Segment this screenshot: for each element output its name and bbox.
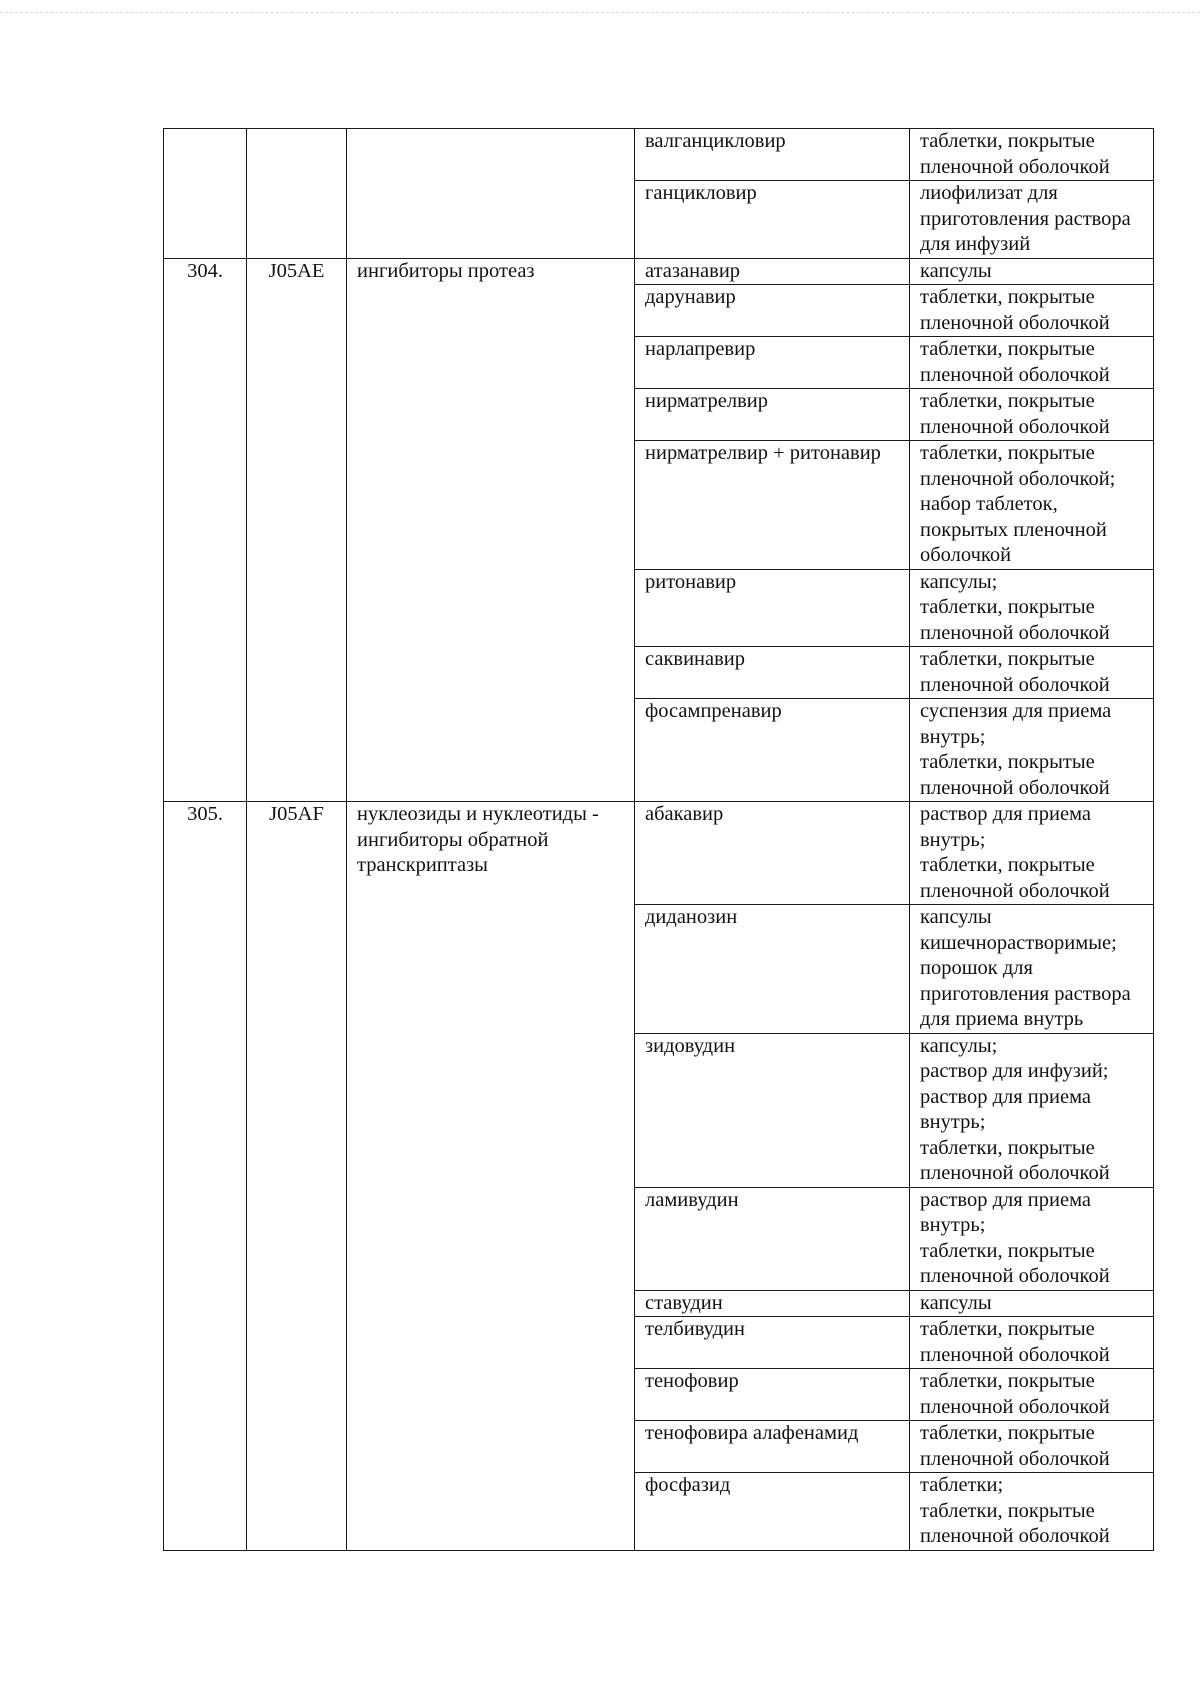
- dosage-form-cell: [910, 337, 1154, 389]
- drug-name-cell: ганцикловир: [635, 181, 910, 259]
- dosage-form-cell: [910, 129, 1154, 181]
- drug-name-cell: ламивудин: [635, 1187, 910, 1290]
- dosage-form-cell: [910, 1033, 1154, 1187]
- drug-name-cell: атазанавир: [635, 258, 910, 285]
- dosage-form-text: капсулы;: [920, 1034, 998, 1057]
- dosage-form-text: капсулы: [920, 1291, 992, 1314]
- dosage-form-cell: [910, 1187, 1154, 1290]
- drug-name-cell: фосфазид: [635, 1473, 910, 1551]
- dosage-form-cell: [910, 699, 1154, 802]
- dosage-form-text: капсулы;: [920, 570, 998, 593]
- atc-code-cell: [247, 129, 347, 259]
- drug-name-cell: тенофовир: [635, 1369, 910, 1421]
- dosage-form-text: таблетки, покрытые пленочной оболочкой: [920, 1239, 1110, 1287]
- dosage-form-text: таблетки, покрытые пленочной оболочкой: [920, 130, 1110, 178]
- dosage-form-cell: [910, 441, 1154, 570]
- dosage-form-text: лиофилизат для приготовления раствора для инфузий: [920, 182, 1131, 255]
- drug-name-cell: нирматрелвир: [635, 389, 910, 441]
- dosage-form-cell: [910, 1369, 1154, 1421]
- atc-code-cell: J05AF: [247, 802, 347, 1551]
- drug-list-table: [163, 128, 1154, 1551]
- dosage-form-text: таблетки, покрытые пленочной оболочкой: [920, 338, 1110, 386]
- group-name-cell: нуклеозиды и нуклеотиды - ингибиторы обратной транскриптазы: [347, 802, 635, 1551]
- dosage-form-text: таблетки, покрытые пленочной оболочкой: [920, 1422, 1110, 1470]
- drug-name-cell: нирматрелвир + ритонавир: [635, 441, 910, 570]
- drug-name-cell: телбивудин: [635, 1317, 910, 1369]
- dosage-form-text: таблетки, покрытые пленочной оболочкой: [920, 1499, 1110, 1547]
- drug-name-cell: ритонавир: [635, 569, 910, 647]
- drug-name-cell: зидовудин: [635, 1033, 910, 1187]
- dosage-form-text: таблетки, покрытые пленочной оболочкой: [920, 596, 1110, 644]
- drug-name-cell: абакавир: [635, 802, 910, 905]
- dosage-form-text: раствор для приема внутрь;: [920, 803, 1092, 851]
- dosage-form-text: капсулы: [920, 259, 992, 282]
- dosage-form-text: таблетки;: [920, 1474, 1004, 1496]
- group-number-cell: 304.: [164, 258, 247, 802]
- group-name-cell: [347, 129, 635, 259]
- group-number-cell: 305.: [164, 802, 247, 1551]
- drug-name-cell: валганцикловир: [635, 129, 910, 181]
- dosage-form-cell: [910, 1290, 1154, 1317]
- dosage-form-text: таблетки, покрытые пленочной оболочкой: [920, 648, 1110, 696]
- dosage-form-cell: [910, 905, 1154, 1034]
- dosage-form-text: таблетки, покрытые пленочной оболочкой: [920, 286, 1110, 334]
- drug-name-cell: ставудин: [635, 1290, 910, 1317]
- dosage-form-cell: [910, 1421, 1154, 1473]
- drug-name-cell: фосампренавир: [635, 699, 910, 802]
- dosage-form-cell: [910, 389, 1154, 441]
- dosage-form-cell: [910, 647, 1154, 699]
- atc-code-cell: J05AE: [247, 258, 347, 802]
- table-row: [164, 802, 1154, 905]
- dosage-form-text: порошок для приготовления раствора для приема внутрь: [920, 957, 1131, 1030]
- dosage-form-text: раствор для приема внутрь;: [920, 1188, 1092, 1236]
- dosage-form-text: таблетки, покрытые пленочной оболочкой: [920, 751, 1110, 799]
- drug-name-cell: тенофовира алафенамид: [635, 1421, 910, 1473]
- dosage-form-text: таблетки, покрытые пленочной оболочкой: [920, 1318, 1110, 1366]
- drug-name-cell: диданозин: [635, 905, 910, 1034]
- group-number-cell: [164, 129, 247, 259]
- drug-name-cell: саквинавир: [635, 647, 910, 699]
- dosage-form-cell: [910, 802, 1154, 905]
- dosage-form-cell: [910, 181, 1154, 259]
- table-row: [164, 258, 1154, 285]
- dosage-form-cell: [910, 569, 1154, 647]
- dosage-form-cell: [910, 1317, 1154, 1369]
- dosage-form-cell: [910, 258, 1154, 285]
- dosage-form-text: таблетки, покрытые пленочной оболочкой;: [920, 442, 1116, 490]
- dosage-form-text: таблетки, покрытые пленочной оболочкой: [920, 854, 1110, 902]
- dosage-form-text: таблетки, покрытые пленочной оболочкой: [920, 1136, 1110, 1184]
- dosage-form-text: таблетки, покрытые пленочной оболочкой: [920, 390, 1110, 438]
- dosage-form-text: набор таблеток, покрытых пленочной оболочкой: [920, 493, 1107, 566]
- dosage-form-text: таблетки, покрытые пленочной оболочкой: [920, 1370, 1110, 1418]
- dosage-form-cell: [910, 285, 1154, 337]
- drug-name-cell: нарлапревир: [635, 337, 910, 389]
- dosage-form-cell: [910, 1473, 1154, 1551]
- drug-name-cell: дарунавир: [635, 285, 910, 337]
- table-row: [164, 129, 1154, 181]
- scan-edge-line: [0, 12, 1200, 13]
- dosage-form-text: раствор для приема внутрь;: [920, 1085, 1092, 1133]
- dosage-form-text: капсулы кишечнорастворимые;: [920, 906, 1117, 954]
- dosage-form-text: суспензия для приема внутрь;: [920, 700, 1112, 748]
- dosage-form-text: раствор для инфузий;: [920, 1060, 1109, 1082]
- group-name-cell: ингибиторы протеаз: [347, 258, 635, 802]
- drug-list-table-body: [164, 129, 1154, 1551]
